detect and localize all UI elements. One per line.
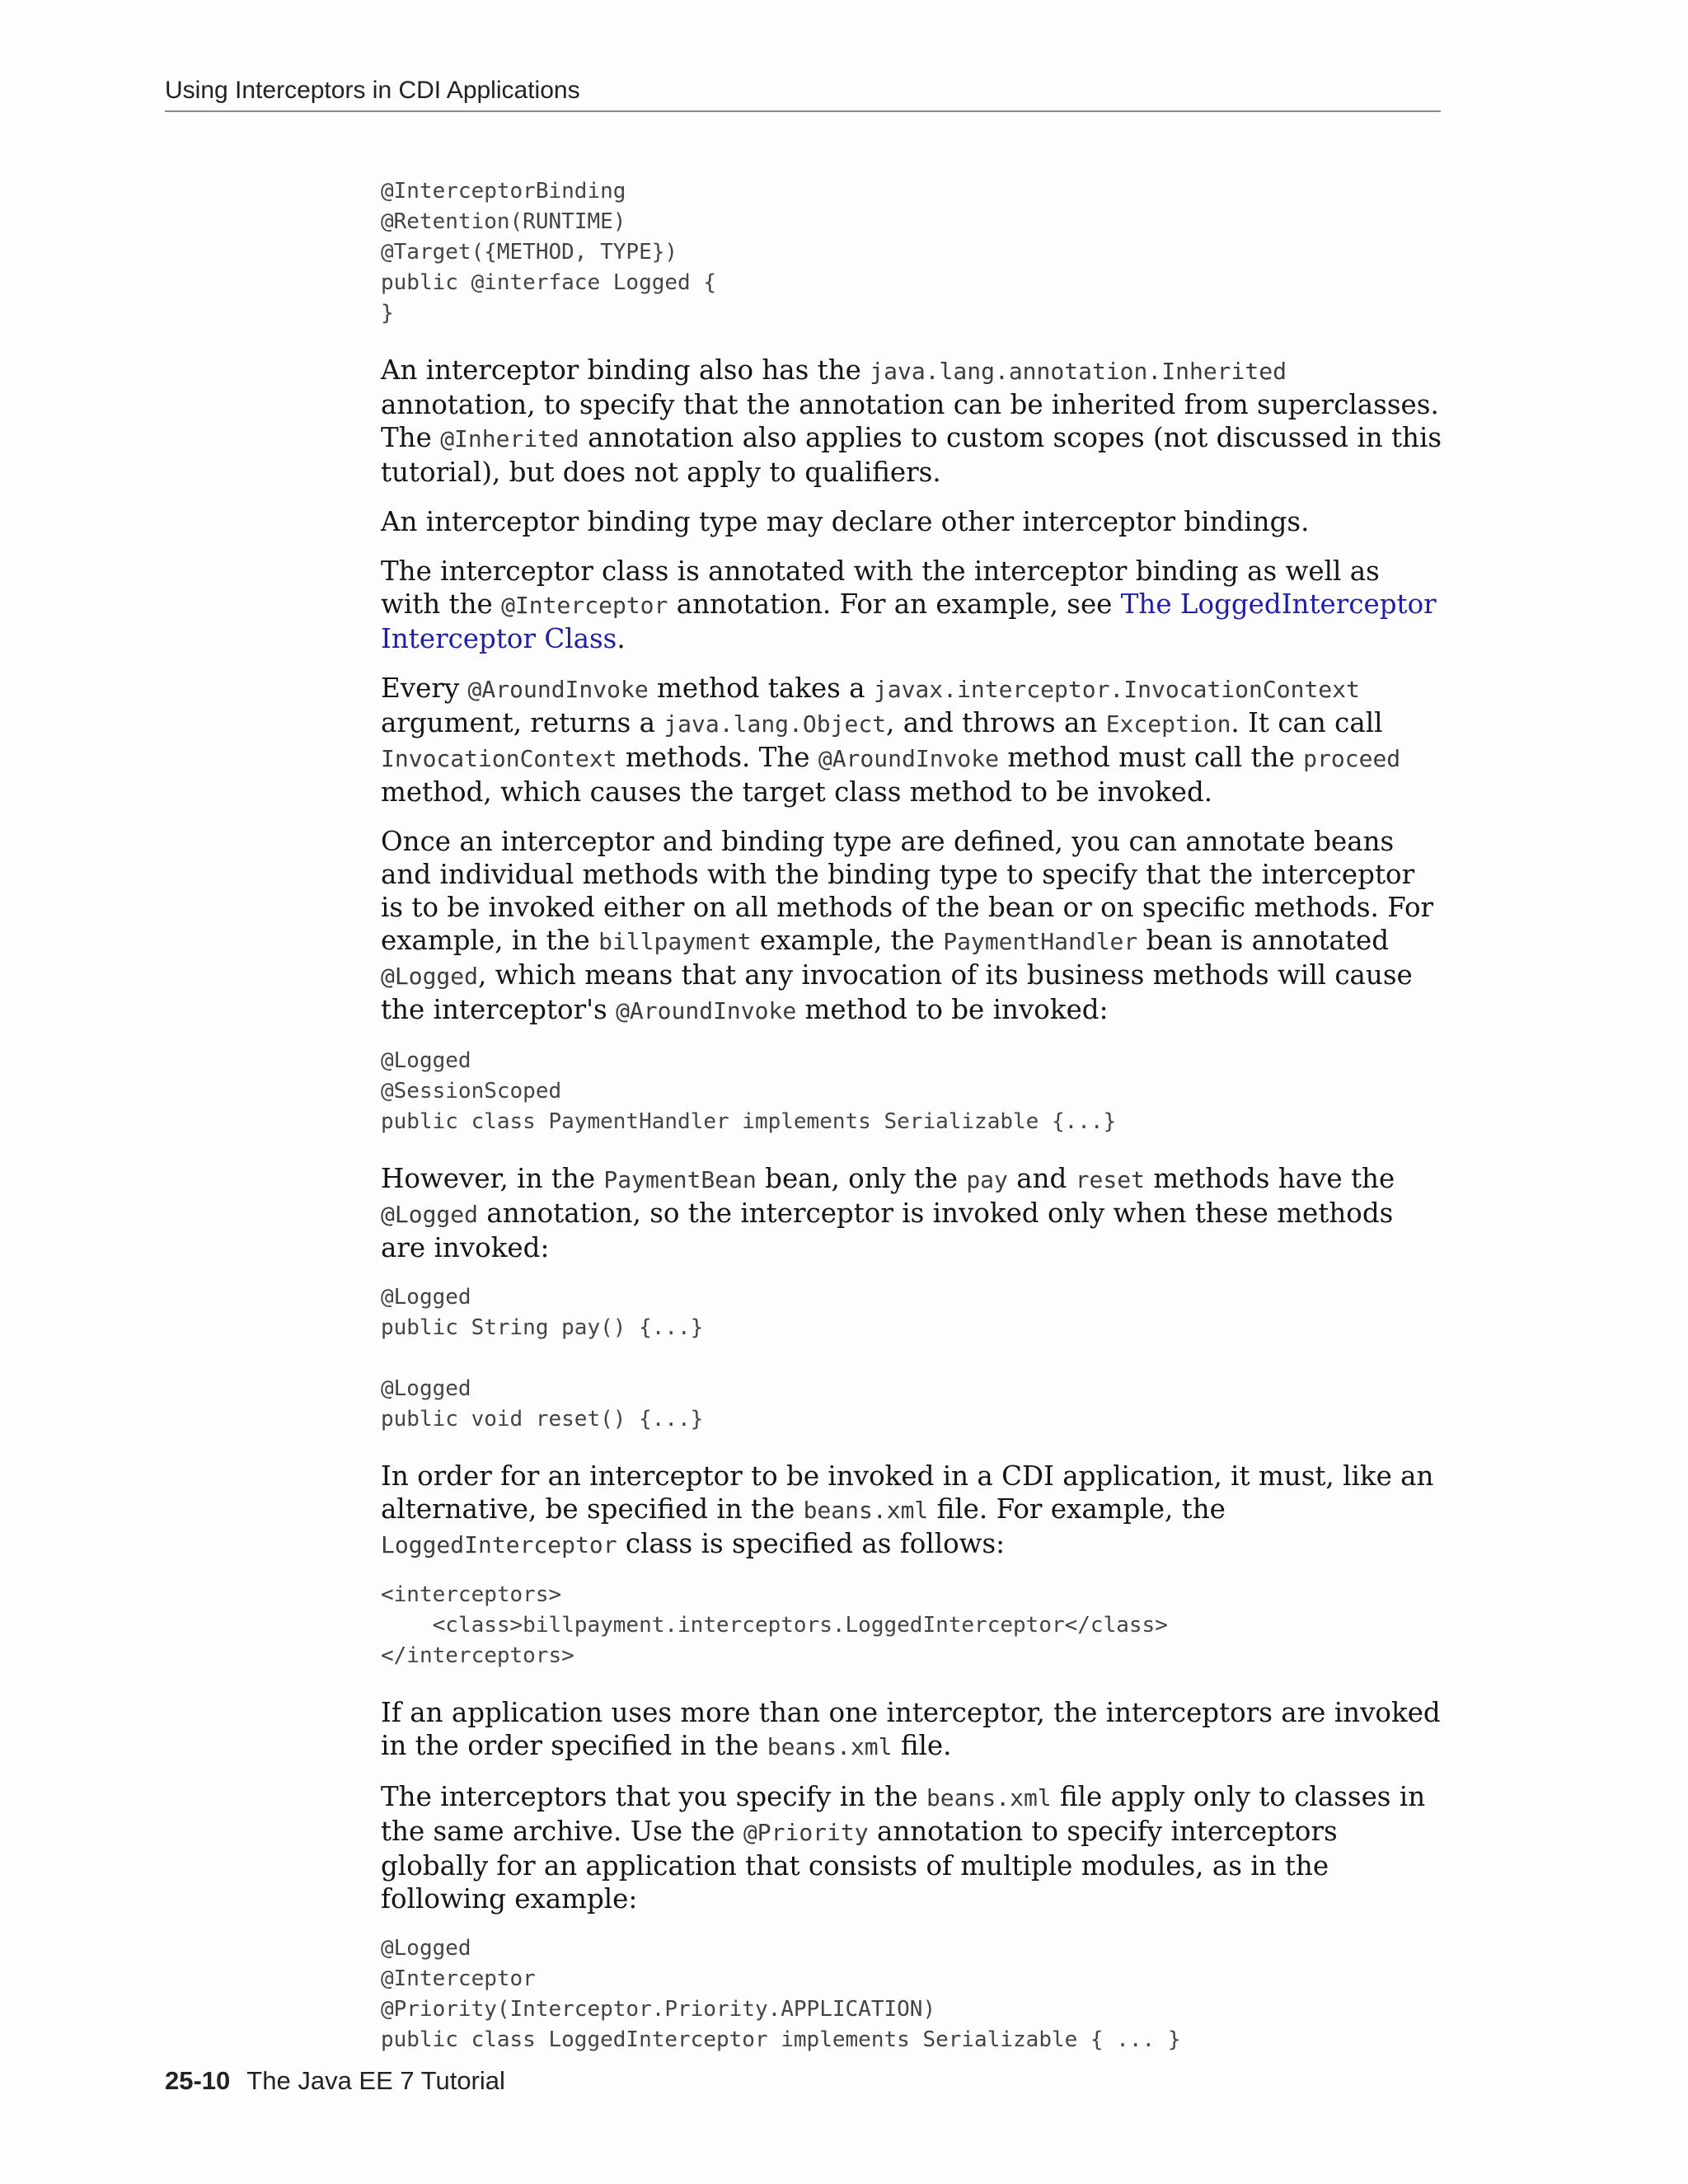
code-block-priority: @Logged @Interceptor @Priority(Interceptor.Priority.APPLICATION) public class LoggedInterceptor implements Serializable { ... } xyxy=(381,1936,1181,2052)
code-block-pay-reset: @Logged public String pay() {...} @Logged public void reset() {...} xyxy=(381,1285,704,1432)
paragraph-other-bindings: An interceptor binding type may declare other interceptor bindings. xyxy=(381,506,1310,537)
link-logged-interceptor-class[interactable]: The LoggedInterceptor Interceptor Class xyxy=(381,588,1437,654)
paragraph-interceptor-class: The interceptor class is annotated with the interceptor binding as well as with the @Interceptor annotation. For an example, see The LoggedInterceptor Interceptor Class. xyxy=(381,555,1437,654)
running-header xyxy=(165,74,1441,112)
code-block-payment-handler: @Logged @SessionScoped public class PaymentHandler implements Serializable {...} xyxy=(381,1048,1117,1134)
paragraph-beans-xml: In order for an interceptor to be invoked in a CDI application, it must, like an alternative, be specified in the beans.xml file. For example, the LoggedInterceptor class is specified as follows: xyxy=(381,1460,1434,1559)
paragraph-annotate-beans: Once an interceptor and binding type are defined, you can annotate beans and individual methods with the binding type to specify that the interceptor is to be invoked either on all methods of the bean or on specific methods. For example, in the billpayment example, the PaymentHandler bean is annotated @Logged, which means that any invocation of its business methods will cause the interceptor's @AroundInvoke method to be invoked: xyxy=(381,826,1434,1025)
code-block-logged-binding: @InterceptorBinding @Retention(RUNTIME) @Target({METHOD, TYPE}) public @interface Logged { } xyxy=(381,179,716,326)
page-number: 25-10 xyxy=(165,2066,231,2095)
code-block-interceptors-xml: <interceptors> <class>billpayment.interceptors.LoggedInterceptor</class> </interceptors> xyxy=(381,1582,1168,1668)
book-title: The Java EE 7 Tutorial xyxy=(246,2066,505,2095)
paragraph-payment-bean: However, in the PaymentBean bean, only the pay and reset methods have the @Logged annotation, so the interceptor is invoked only when these methods are invoked: xyxy=(381,1163,1395,1263)
page-body xyxy=(381,176,1444,2055)
paragraph-priority: The interceptors that you specify in the beans.xml file apply only to classes in the same archive. Use the @Priority annotation to specify interceptors globally for an application that consists of multiple modules, as in the following example: xyxy=(381,1781,1426,1915)
paragraph-around-invoke: Every @AroundInvoke method takes a javax.interceptor.InvocationContext argument, returns a java.lang.Object, and throws an Exception. It can call InvocationContext methods. The @AroundInvoke method must call the proceed method, which causes the target class method to be invoked. xyxy=(381,673,1401,808)
paragraph-inherited: An interceptor binding also has the java.lang.annotation.Inherited annotation, to specify that the annotation can be inherited from superclasses. The @Inherited annotation also applies to custom scopes (not discussed in this tutorial), but does not apply to qualifiers. xyxy=(381,354,1442,488)
page-footer xyxy=(165,2064,505,2097)
paragraph-order: If an application uses more than one interceptor, the interceptors are invoked in the order specified in the beans.xml file. xyxy=(381,1697,1441,1761)
header-title: Using Interceptors in CDI Applications xyxy=(165,77,580,104)
